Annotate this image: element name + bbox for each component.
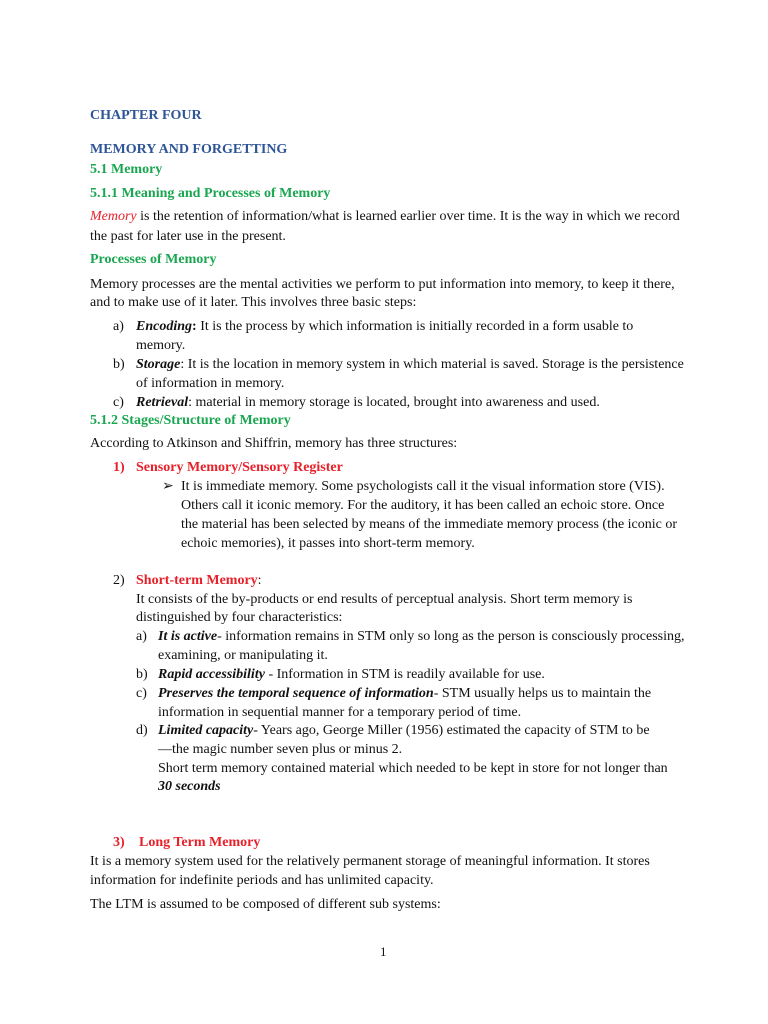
list-marker: c) [113,395,124,410]
processes-heading: Processes of Memory [90,252,217,267]
stm-item-capacity [158,722,650,740]
processes-intro-line-1: Memory processes are the mental activities we perform to put information into memory, to keep it there, [90,277,675,292]
sensory-text-line: Others call it iconic memory. For the auditory, it has been called an echoic store. Once [181,498,665,513]
ltm-text-line-2: information for indefinite periods and has unlimited capacity. [90,873,434,888]
stm-duration-emphasis: 30 seconds [158,779,221,794]
ltm-text-line-3: The LTM is assumed to be composed of different sub systems: [90,897,441,912]
ltm-heading: Long Term Memory [139,835,261,850]
stm-intro-line-1: It consists of the by-products or end results of perceptual analysis. Short term memory is [136,592,633,607]
stm-item-term: Preserves the temporal sequence of information [158,686,434,701]
stm-item-term: Rapid accessibility [158,667,265,682]
stm-item-text: - STM usually helps us to maintain the [433,686,652,701]
stm-item-text: - information remains in STM only so long as the person is consciously processing, [217,629,685,644]
list-marker: 3) [113,835,125,850]
section-heading-5-1-2: 5.1.2 Stages/Structure of Memory [90,413,291,428]
step-text: : It is the location in memory system in which material is saved. Storage is the persistence [180,357,684,372]
list-marker: 2) [113,573,125,588]
list-marker: 1) [113,460,125,475]
chapter-heading: CHAPTER FOUR [90,108,202,123]
step-storage-line-2: of information in memory. [136,376,285,391]
step-term: Storage [136,357,181,372]
stm-item-temporal [158,685,651,703]
memory-term: Memory [90,209,137,224]
section-heading-5-1-1: 5.1.1 Meaning and Processes of Memory [90,186,331,201]
step-encoding-line-2: memory. [136,338,186,353]
structures-intro: According to Atkinson and Shiffrin, memory has three structures: [90,436,458,451]
stm-item-temporal-line-2: information in sequential manner for a temporary period of time. [158,705,522,720]
step-encoding [136,318,633,336]
unit-title: MEMORY AND FORGETTING [90,142,288,157]
stm-title: Short-term Memory [136,573,258,588]
stm-title-colon: : [257,573,262,588]
section-heading-5-1: 5.1 Memory [90,162,163,177]
processes-intro-line-2: and to make use of it later. This involves three basic steps: [90,295,417,310]
stm-heading [136,572,262,590]
ltm-text-line-1: It is a memory system used for the relatively permanent storage of meaningful information. It stores [90,854,650,869]
stm-item-capacity-line-2: —the magic number seven plus or minus 2. [158,742,403,757]
stm-item-capacity-line-3: Short term memory contained material which needed to be kept in store for not longer than [158,761,668,776]
arrow-bullet-icon: ➢ [162,479,174,494]
step-text: It is the process by which information is initially recorded in a form usable to [196,319,634,334]
list-marker: b) [136,667,148,682]
step-term: Retrieval [136,395,189,410]
page-number: 1 [380,944,387,959]
memory-definition-line [90,208,680,226]
stm-item-text: - Years ago, George Miller (1956) estimated the capacity of STM to be [253,723,650,738]
sensory-text-line: It is immediate memory. Some psychologists call it the visual information store (VIS). [181,479,665,494]
list-marker: a) [136,629,147,644]
step-retrieval [136,394,600,412]
list-marker: a) [113,319,124,334]
list-marker: c) [136,686,147,701]
step-text: : material in memory storage is located, brought into awareness and used. [188,395,600,410]
step-term: Encoding [136,319,193,334]
stm-intro-line-2: distinguished by four characteristics: [136,610,343,625]
memory-definition-text: is the retention of information/what is learned earlier over time. It is the way in which we record [136,209,680,224]
sensory-text-line: the material has been selected by means of the immediate memory process (the iconic or [181,517,678,532]
memory-definition-line-2: the past for later use in the present. [90,229,286,244]
stm-item-term: It is active [158,629,218,644]
sensory-memory-heading: Sensory Memory/Sensory Register [136,460,343,475]
stm-item-term: Limited capacity [158,723,254,738]
sensory-text-line: echoic memories), it passes into short-term memory. [181,536,475,551]
list-marker: d) [136,723,148,738]
stm-item-text: - Information in STM is readily available for use. [264,667,545,682]
stm-item-active-line-2: examining, or manipulating it. [158,648,328,663]
step-storage [136,356,684,374]
step-term-colon: : [192,319,197,334]
list-marker: b) [113,357,125,372]
stm-item-active [158,628,685,646]
stm-item-accessibility [158,666,545,684]
